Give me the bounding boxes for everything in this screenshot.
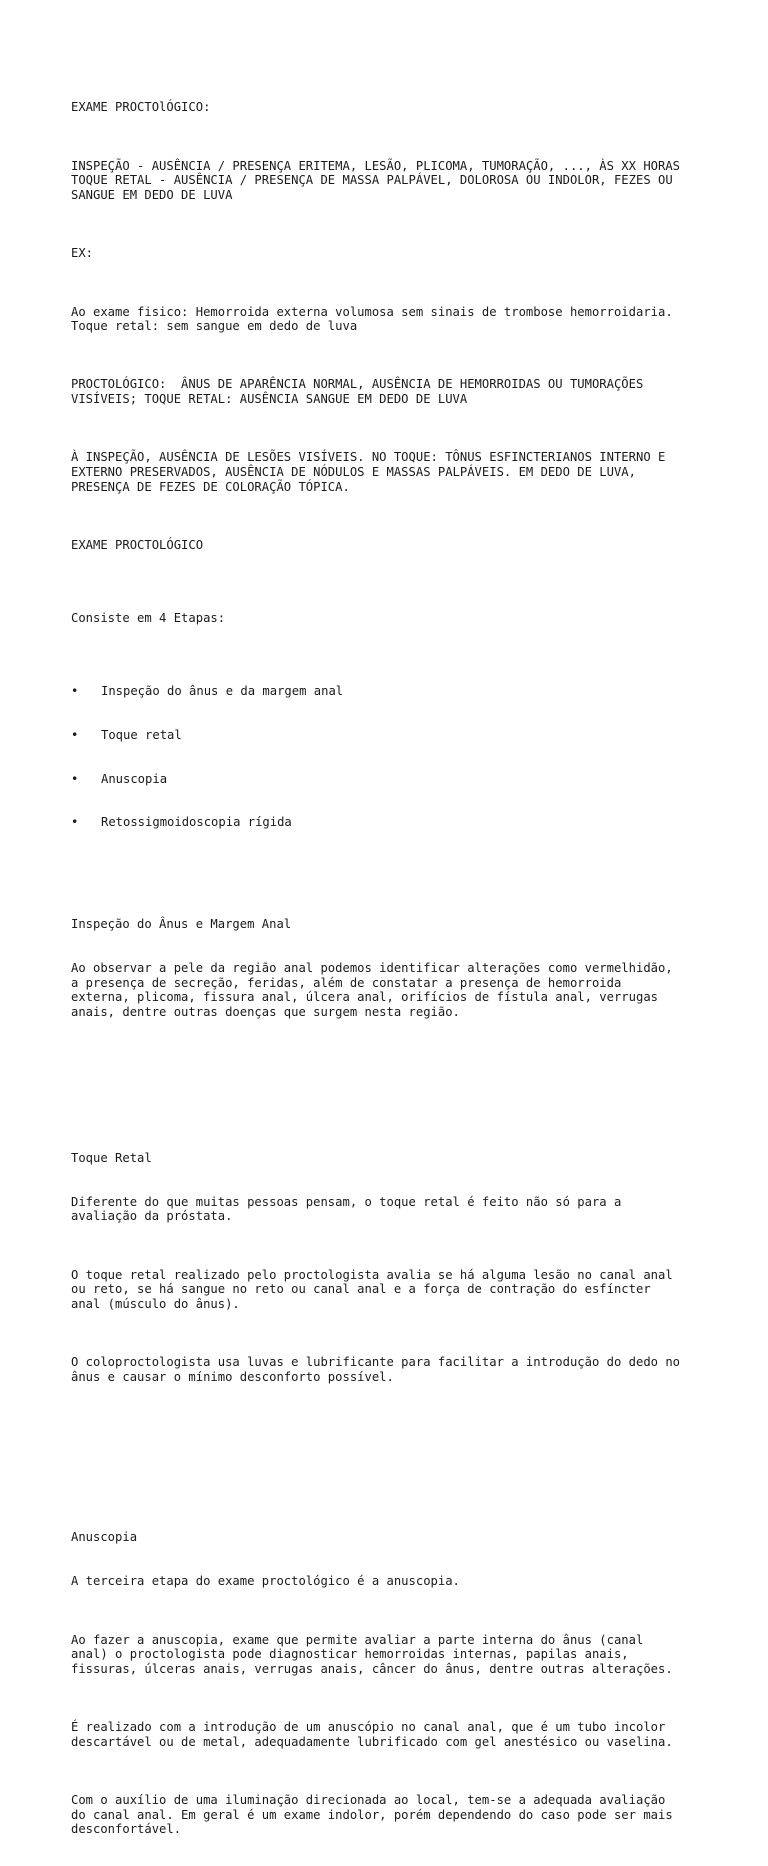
- list-item: [71, 815, 711, 830]
- step-label: Inspeção do ânus e da margem anal: [101, 683, 344, 698]
- inspecao-paragraph: Ao observar a pele da região anal podemos identificar alterações como vermelhidão, a presença de secreção, feridas, além de constatar a presença de hemorroida externa, plicoma, fissura anal, úlcera anal, orifícios de fístula anal, verrugas anais, dentre outras doenças que surgem nesta região.: [71, 961, 673, 1019]
- bullet-icon: •: [71, 771, 79, 786]
- document-page: [71, 71, 711, 1866]
- inspecao-heading: Inspeção do Ânus e Margem Anal: [71, 917, 292, 932]
- exam-template-text: INSPEÇÃO - AUSÊNCIA / PRESENÇA ERITEMA, LESÃO, PLICOMA, TUMORAÇÃO, ..., ÀS XX HORAS TOQUE RETAL - AUSÊNCIA / PRESENÇA DE MASSA PALPÁVEL, DOLOROSA OU INDOLOR, FEZES OU SANGUE EM DEDO DE LUVA: [71, 158, 681, 202]
- example-paragraph-3: À INSPEÇÃO, AUSÊNCIA DE LESÕES VISÍVEIS. NO TOQUE: TÔNUS ESFINCTERIANOS INTERNO E EXTERNO PRESERVADOS, AUSÊNCIA DE NÓDULOS E MASSAS PALPÁVEIS. EM DEDO DE LUVA, PRESENÇA DE FEZES DE COLORAÇÃO TÓPICA.: [71, 450, 666, 494]
- steps-intro: Consiste em 4 Etapas:: [71, 610, 226, 625]
- toque-paragraph-3: O coloproctologista usa luvas e lubrificante para facilitar a introdução do dedo no ânus e causar o mínimo desconforto possível.: [71, 1355, 681, 1384]
- anuscopia-heading: Anuscopia: [71, 1530, 138, 1545]
- steps-list: [71, 655, 711, 859]
- section-heading: EXAME PROCTOLÓGICO: [71, 538, 204, 552]
- toque-heading: Toque Retal: [71, 1150, 152, 1165]
- anuscopia-paragraph-4: Com o auxílio de uma iluminação direcionada ao local, tem-se a adequada avaliação do canal anal. Em geral é um exame indolor, porém dependendo do caso pode ser mais desconfortável.: [71, 1793, 673, 1837]
- step-label: Retossigmoidoscopia rígida: [101, 815, 292, 830]
- example-label: EX:: [71, 246, 94, 261]
- document-title: EXAME PROCTOlÓGICO:: [71, 100, 211, 115]
- spacer: [71, 1078, 711, 1107]
- anuscopia-paragraph-3: É realizado com a introdução de um anuscópio no canal anal, que é um tubo incolor descartável ou de metal, adequadamente lubrificado com gel anestésico ou vaselina.: [71, 1720, 673, 1749]
- toque-paragraph-1: Diferente do que muitas pessoas pensam, o toque retal é feito não só para a avaliação da próstata.: [71, 1194, 622, 1224]
- toque-paragraph-2: O toque retal realizado pelo proctologista avalia se há alguma lesão no canal anal ou reto, se há sangue no reto ou canal anal e a força de contração do esfíncter anal (músculo do ânus).: [71, 1267, 673, 1311]
- bullet-icon: •: [71, 815, 79, 830]
- list-item: [71, 728, 711, 743]
- example-paragraph-2: PROCTOLÓGICO: ÂNUS DE APARÊNCIA NORMAL, AUSÊNCIA DE HEMORROIDAS OU TUMORAÇÕES VISÍVEIS; TOQUE RETAL: AUSÊNCIA SANGUE EM DEDO DE LUVA: [71, 377, 644, 407]
- list-item: [71, 684, 711, 699]
- anuscopia-paragraph-1: A terceira etapa do exame proctológico é a anuscopia.: [71, 1574, 460, 1589]
- anuscopia-paragraph-2: Ao fazer a anuscopia, exame que permite avaliar a parte interna do ânus (canal anal) o proctologista pode diagnosticar hemorroidas internas, papilas anais, fissuras, úlceras anais, verrugas anais, câncer do ânus, dentre outras alterações.: [71, 1632, 673, 1676]
- list-item: [71, 772, 711, 787]
- step-label: Anuscopia: [101, 771, 168, 786]
- bullet-icon: •: [71, 727, 79, 742]
- bullet-icon: •: [71, 683, 79, 698]
- step-label: Toque retal: [101, 727, 182, 742]
- example-paragraph-1: Ao exame fisico: Hemorroida externa volumosa sem sinais de trombose hemorroidaria. Toque retal: sem sangue em dedo de luva: [71, 304, 673, 334]
- spacer: [71, 1443, 711, 1487]
